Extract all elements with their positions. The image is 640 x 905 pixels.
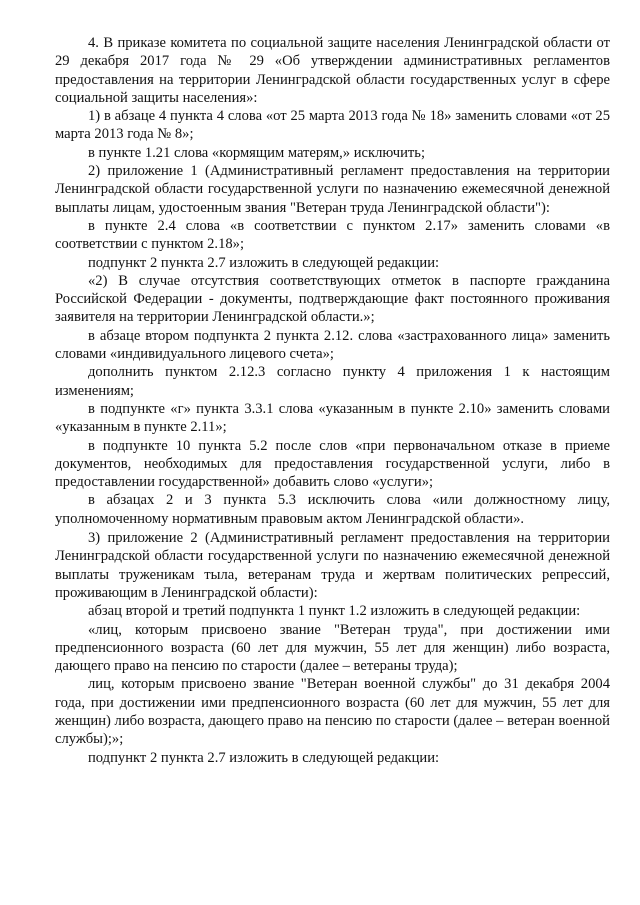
paragraph-quote-veterans-labor: «лиц, которым присвоено звание "Ветеран труда", при достижении ими предпенсионного возраста (60 лет для мужчин, 55 лет для женщин) либо возраста, дающего право на пенсию по старости (далее – ветераны труда); xyxy=(55,621,610,675)
paragraph-clause-3-3-1: в подпункте «г» пункта 3.3.1 слова «указанным в пункте 2.10» заменить словами «указанным в пункте 2.11»; xyxy=(55,400,610,436)
paragraph-item-4: 4. В приказе комитета по социальной защите населения Ленинградской области от 29 декабря 2017 года № 29 «Об утверждении административных регламентов предоставления на территории Ленинградской области государственных услуг в сфере социальной защиты населения»: xyxy=(55,35,610,106)
paragraph-clause-1-21: в пункте 1.21 слова «кормящим матерям,» исключить; xyxy=(88,144,425,161)
paragraph-clause-5-2: в подпункте 10 пункта 5.2 после слов «при первоначальном отказе в приеме документов, необходимых для предоставления государственной услуги, либо в предоставлении государственной» добавить слово «услуги»; xyxy=(55,437,610,491)
paragraph-clause-2-12-3: дополнить пунктом 2.12.3 согласно пункту 4 приложения 1 к настоящим изменениям; xyxy=(55,364,610,399)
paragraph-quote-2: «2) В случае отсутствия соответствующих отметок в паспорте гражданина Российской Федерации - документы, подтверждающие факт постоянного проживания заявителя на территории Ленинградской области.»; xyxy=(55,272,610,326)
paragraph-clause-2-7-second: подпункт 2 пункта 2.7 изложить в следующей редакции: xyxy=(88,749,440,766)
paragraph-subitem-3: 3) приложение 2 (Административный регламент предоставления на территории Ленинградской области государственной услуги по назначению ежемесячной денежной выплаты труженикам тыла, ветеранам труда и жертвам политических репрессий, проживающим в Ленинградской области): xyxy=(55,530,610,601)
paragraph-clause-2-4: в пункте 2.4 слова «в соответствии с пунктом 2.17» заменить словами «в соответствии с пунктом 2.18»; xyxy=(55,217,610,253)
paragraph-clause-2-7: подпункт 2 пункта 2.7 изложить в следующей редакции: xyxy=(88,254,440,271)
paragraph-clause-1-2: абзац второй и третий подпункта 1 пункт 1.2 изложить в следующей редакции: xyxy=(88,603,581,620)
paragraph-subitem-2: 2) приложение 1 (Административный регламент предоставления на территории Ленинградской области государственной услуги по назначению ежемесячной денежной выплаты лицам, удостоенным звания "Ветеран труда Ленинградской области"): xyxy=(55,163,610,216)
paragraph-clause-2-12: в абзаце втором подпункта 2 пункта 2.12. слова «застрахованного лица» заменить словами «индивидуального лицевого счета»; xyxy=(55,327,610,363)
paragraph-clause-5-3: в абзацах 2 и 3 пункта 5.3 исключить слова «или должностному лицу, уполномоченному нормативным правовым актом Ленинградской области». xyxy=(55,492,610,527)
paragraph-subitem-1: 1) в абзаце 4 пункта 4 слова «от 25 марта 2013 года № 18» заменить словами «от 25 марта 2013 года № 8»; xyxy=(55,108,610,143)
document-body xyxy=(55,34,610,767)
paragraph-quote-veterans-military: лиц, которым присвоено звание "Ветеран военной службы" до 31 декабря 2004 года, при достижении ими предпенсионного возраста (60 лет для мужчин, 55 лет для женщин) либо возраста, дающего право на пенсию по старости (далее – ветеран военной службы);»; xyxy=(55,676,610,748)
